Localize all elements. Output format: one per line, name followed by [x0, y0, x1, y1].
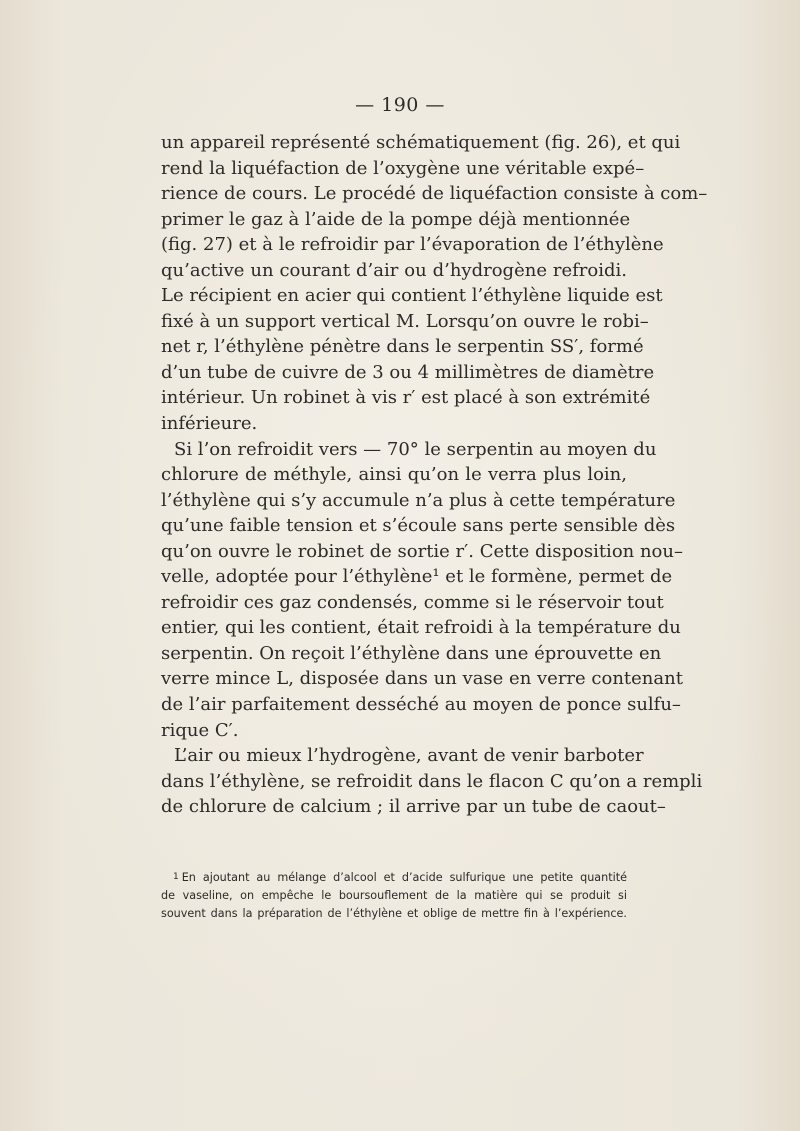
text-line: Le récipient en acier qui contient l’éthylène liquide est — [161, 285, 663, 307]
text-line: fixé à un support vertical M. Lorsqu’on ouvre le robi– — [161, 310, 649, 332]
footnote-line: souvent dans la préparation de l’éthylène et oblige de mettre fin à l’expérience. — [161, 907, 627, 920]
text-line: qu’une faible tension et s’écoule sans perte sensible dès — [161, 515, 676, 537]
text-line: rique C′. — [161, 719, 239, 741]
text-line: rend la liquéfaction de l’oxygène une véritable expé– — [161, 157, 645, 179]
footnote-marker: 1 — [173, 872, 179, 882]
text-line: qu’on ouvre le robinet de sortie r′. Cette disposition nou– — [161, 540, 683, 562]
text-line: de chlorure de calcium ; il arrive par un tube de caout– — [161, 796, 666, 818]
text-line: Si l’on refroidit vers — 70° le serpentin au moyen du — [174, 438, 657, 460]
text-line: intérieur. Un robinet à vis r′ est placé à son extrémité — [161, 387, 651, 409]
footnote — [161, 868, 627, 923]
footnote-text: En ajoutant au mélange d’alcool et d’acide sulfurique une petite quantité — [181, 871, 627, 884]
text-line: rience de cours. Le procédé de liquéfaction consiste à com– — [161, 183, 708, 205]
footnote-line — [161, 868, 627, 887]
text-line: net r, l’éthylène pénètre dans le serpentin SS′, formé — [161, 336, 644, 358]
text-line: primer le gaz à l’aide de la pompe déjà mentionnée — [161, 208, 631, 230]
text-line: L’air ou mieux l’hydrogène, avant de venir barboter — [174, 745, 644, 767]
text-line: refroidir ces gaz condensés, comme si le réservoir tout — [161, 591, 664, 613]
text-line: d’un tube de cuivre de 3 ou 4 millimètres de diamètre — [161, 361, 655, 383]
text-line: qu’active un courant d’air ou d’hydrogène refroidi. — [161, 259, 627, 281]
text-line: inférieure. — [161, 413, 258, 435]
body-text — [161, 130, 708, 820]
text-line: velle, adoptée pour l’éthylène¹ et le formène, permet de — [161, 566, 673, 588]
text-line: (fig. 27) et à le refroidir par l’évaporation de l’éthylène — [161, 234, 664, 256]
text-line: dans l’éthylène, se refroidit dans le flacon C qu’on a rempli — [161, 770, 703, 792]
page-number: — 190 — — [355, 94, 445, 116]
footnote-line: de vaseline, on empêche le boursouflement de la matière qui se produit si — [161, 889, 627, 902]
text-line: serpentin. On reçoit l’éthylène dans une éprouvette en — [161, 642, 662, 664]
text-line: chlorure de méthyle, ainsi qu’on le verra plus loin, — [161, 464, 627, 486]
text-line: de l’air parfaitement desséché au moyen de ponce sulfu– — [161, 694, 681, 716]
text-line: entier, qui les contient, était refroidi à la température du — [161, 617, 681, 639]
text-line: un appareil représenté schématiquement (fig. 26), et qui — [161, 132, 681, 153]
text-line: verre mince L, disposée dans un vase en verre contenant — [161, 668, 683, 690]
text-line: l’éthylène qui s’y accumule n’a plus à cette température — [161, 489, 676, 511]
